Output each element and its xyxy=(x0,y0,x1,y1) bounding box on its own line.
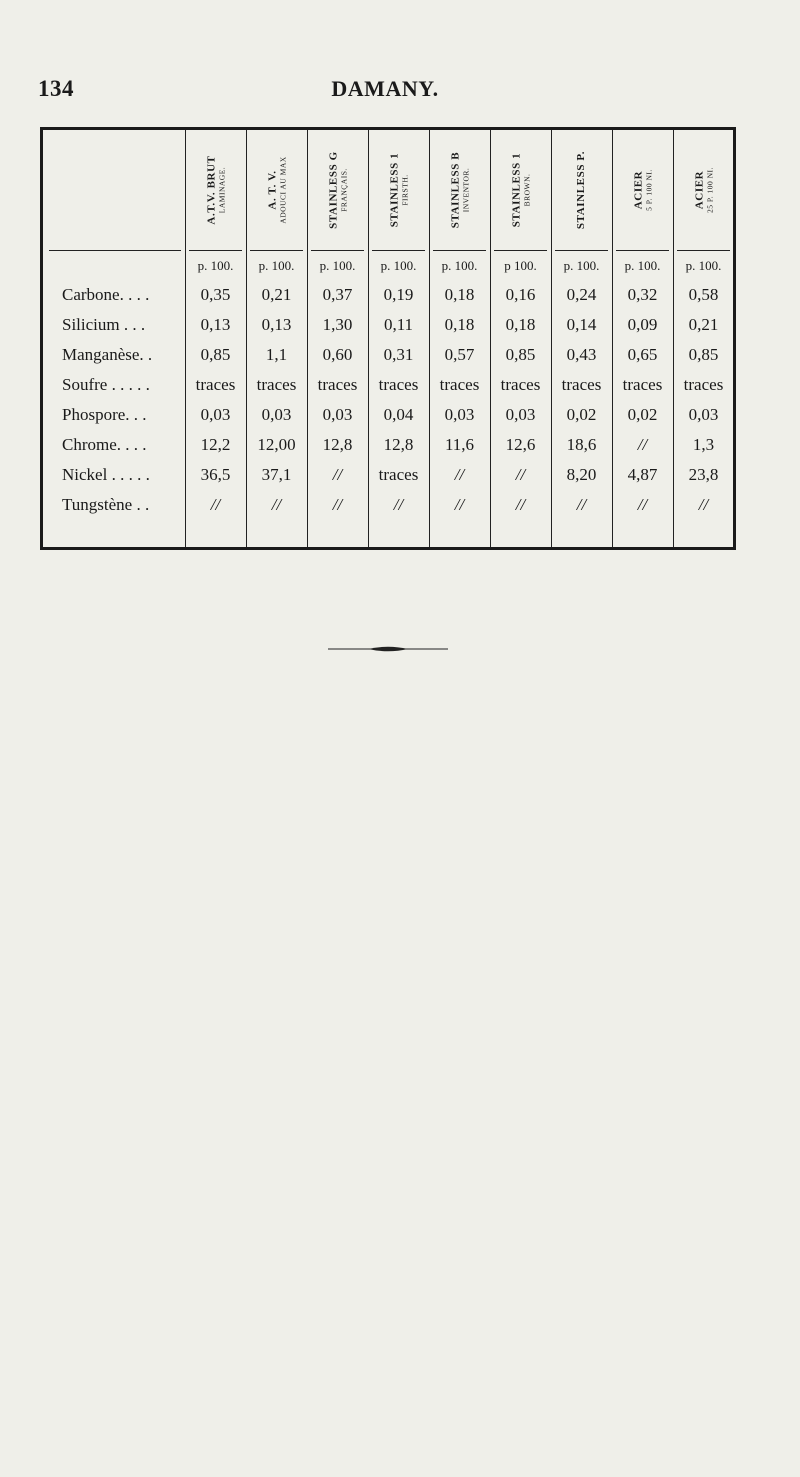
table-cell: traces xyxy=(195,375,236,394)
column-heading-text xyxy=(328,134,347,246)
header-rule xyxy=(189,250,242,251)
header-rule xyxy=(311,250,364,251)
header-rule xyxy=(677,250,730,251)
column-heading xyxy=(490,134,551,246)
column-heading-main: STAINLESS P. xyxy=(574,150,587,230)
table-cell: 12,8 xyxy=(383,435,414,454)
row-label: Carbone. . . . xyxy=(62,285,150,304)
column-heading xyxy=(307,134,368,246)
column-heading-main: A.T.V. BRUT xyxy=(204,155,217,225)
column-heading-text xyxy=(267,134,286,246)
table-cell: 0,18 xyxy=(505,315,536,334)
column-heading-sub: BROWN. xyxy=(521,173,531,207)
column-heading-main: ACIER xyxy=(692,170,705,210)
column-heading-text xyxy=(576,134,588,246)
table-cell: traces xyxy=(561,375,602,394)
table-cell: // xyxy=(454,495,465,514)
table-cell: 0,02 xyxy=(566,405,597,424)
ornament-divider xyxy=(328,643,448,655)
unit-label: p. 100. xyxy=(563,258,600,273)
table-cell: traces xyxy=(378,465,419,484)
column-heading-sub: 25 P. 100 NI. xyxy=(704,167,714,213)
column-heading-text xyxy=(450,134,469,246)
column-heading-sub: LAMINAGE. xyxy=(216,166,226,214)
table-cell: 0,43 xyxy=(566,345,597,364)
table-cell: // xyxy=(698,495,709,514)
column-heading-sub: ADOUCI AU MAX xyxy=(277,156,287,224)
column-heading-text xyxy=(633,134,652,246)
table-cell: traces xyxy=(439,375,480,394)
table-cell: 0,03 xyxy=(200,405,231,424)
table-cell: traces xyxy=(683,375,724,394)
row-label: Nickel . . . . . xyxy=(62,465,150,484)
header-rule xyxy=(433,250,486,251)
header-rule xyxy=(250,250,303,251)
column-heading-main: STAINLESS B xyxy=(448,151,461,229)
table-cell: 0,32 xyxy=(627,285,658,304)
column-heading-sub: INVENTOR. xyxy=(460,167,470,213)
table-cell: 0,85 xyxy=(200,345,231,364)
header-rule xyxy=(616,250,669,251)
table-cell: 0,11 xyxy=(383,315,414,334)
table-cell: 0,65 xyxy=(627,345,658,364)
table-cell: 0,03 xyxy=(505,405,536,424)
unit-label: p. 100. xyxy=(258,258,295,273)
column-heading-main: STAINLESS 1 xyxy=(509,152,522,228)
table-cell: 0,85 xyxy=(688,345,719,364)
table-cell: // xyxy=(515,495,526,514)
column-heading-main: A. T. V. xyxy=(265,170,278,210)
table-cell: // xyxy=(515,465,526,484)
table-cell: 1,30 xyxy=(322,315,353,334)
column-heading-text xyxy=(389,134,408,246)
table-cell: 11,6 xyxy=(444,435,475,454)
table-cell: 0,09 xyxy=(627,315,658,334)
table-cell: 18,6 xyxy=(566,435,597,454)
composition-table xyxy=(40,127,736,550)
table-cell: 12,6 xyxy=(505,435,536,454)
table-cell: 0,58 xyxy=(688,285,719,304)
table-cell: 4,87 xyxy=(627,465,658,484)
table-cell: 12,8 xyxy=(322,435,353,454)
table-cell: 12,00 xyxy=(257,435,296,454)
column-heading-sub: FIRSTH. xyxy=(399,174,409,206)
header-rule xyxy=(372,250,425,251)
table-cell: 0,02 xyxy=(627,405,658,424)
table-cell: 0,19 xyxy=(383,285,414,304)
table-cell: 0,03 xyxy=(322,405,353,424)
table-cell: 0,03 xyxy=(444,405,475,424)
table-cell: 0,37 xyxy=(322,285,353,304)
table-cell: 0,31 xyxy=(383,345,414,364)
column-heading-main: ACIER xyxy=(631,170,644,210)
column-heading-text xyxy=(694,134,713,246)
table-cell: traces xyxy=(622,375,663,394)
unit-label: p. 100. xyxy=(380,258,417,273)
running-head: DAMANY. xyxy=(331,76,439,101)
page-number: 134 xyxy=(38,76,74,101)
row-label: Tungstène . . xyxy=(62,495,150,514)
unit-label: p 100. xyxy=(504,258,537,273)
table-cell: 0,18 xyxy=(444,285,475,304)
table-cell: 0,14 xyxy=(566,315,597,334)
table-cell: 1,3 xyxy=(692,435,715,454)
table-cell: // xyxy=(332,465,343,484)
row-label: Silicium . . . xyxy=(62,315,146,334)
column-heading xyxy=(612,134,673,246)
table-cell: 0,85 xyxy=(505,345,536,364)
table-cell: traces xyxy=(378,375,419,394)
column-heading xyxy=(429,134,490,246)
table-cell: traces xyxy=(317,375,358,394)
column-heading xyxy=(673,134,734,246)
table-cell: traces xyxy=(256,375,297,394)
table-cell: // xyxy=(576,495,587,514)
table-cell: 0,16 xyxy=(505,285,536,304)
row-label: Chrome. . . . xyxy=(62,435,147,454)
column-heading-text xyxy=(511,134,530,246)
column-heading xyxy=(185,134,246,246)
column-heading-main: STAINLESS 1 xyxy=(387,152,400,228)
unit-label: p. 100. xyxy=(319,258,356,273)
row-label: Manganèse. . xyxy=(62,345,153,364)
table-cell: 1,1 xyxy=(265,345,288,364)
table-cell: // xyxy=(332,495,343,514)
table-cell: 0,21 xyxy=(688,315,719,334)
table-cell: 23,8 xyxy=(688,465,719,484)
table-cell: 36,5 xyxy=(200,465,231,484)
row-label: Soufre . . . . . xyxy=(62,375,150,394)
table-cell: 0,21 xyxy=(261,285,292,304)
table-cell: traces xyxy=(500,375,541,394)
table-cell: // xyxy=(271,495,282,514)
table-cell: 0,13 xyxy=(200,315,231,334)
table-cell: 8,20 xyxy=(566,465,597,484)
column-heading xyxy=(551,134,612,246)
table-cell: 0,60 xyxy=(322,345,353,364)
table-cell: 37,1 xyxy=(261,465,292,484)
table-cell: // xyxy=(393,495,404,514)
table-cell: 0,18 xyxy=(444,315,475,334)
table-cell: 0,24 xyxy=(566,285,597,304)
unit-label: p. 100. xyxy=(685,258,722,273)
column-heading-main: STAINLESS G xyxy=(326,151,339,229)
column-heading-text xyxy=(206,134,225,246)
table-cell: 0,35 xyxy=(200,285,231,304)
unit-label: p. 100. xyxy=(624,258,661,273)
column-heading-sub: 5 P. 100 NI. xyxy=(643,169,653,211)
header-rule xyxy=(555,250,608,251)
table-cell: // xyxy=(210,495,221,514)
column-heading xyxy=(368,134,429,246)
unit-label: p. 100. xyxy=(441,258,478,273)
table-cell: 12,2 xyxy=(200,435,231,454)
unit-label: p. 100. xyxy=(197,258,234,273)
header-rule xyxy=(494,250,547,251)
table-cell: // xyxy=(637,495,648,514)
table-cell: 0,03 xyxy=(261,405,292,424)
table-cell: // xyxy=(637,435,648,454)
column-heading-sub: FRANÇAIS. xyxy=(338,168,348,212)
table-cell: 0,03 xyxy=(688,405,719,424)
table-cell: 0,04 xyxy=(383,405,414,424)
column-heading xyxy=(246,134,307,246)
table-cell: 0,57 xyxy=(444,345,475,364)
table-cell: // xyxy=(454,465,465,484)
header-rule xyxy=(49,250,181,251)
row-label: Phospore. . . xyxy=(62,405,147,424)
table-cell: 0,13 xyxy=(261,315,292,334)
